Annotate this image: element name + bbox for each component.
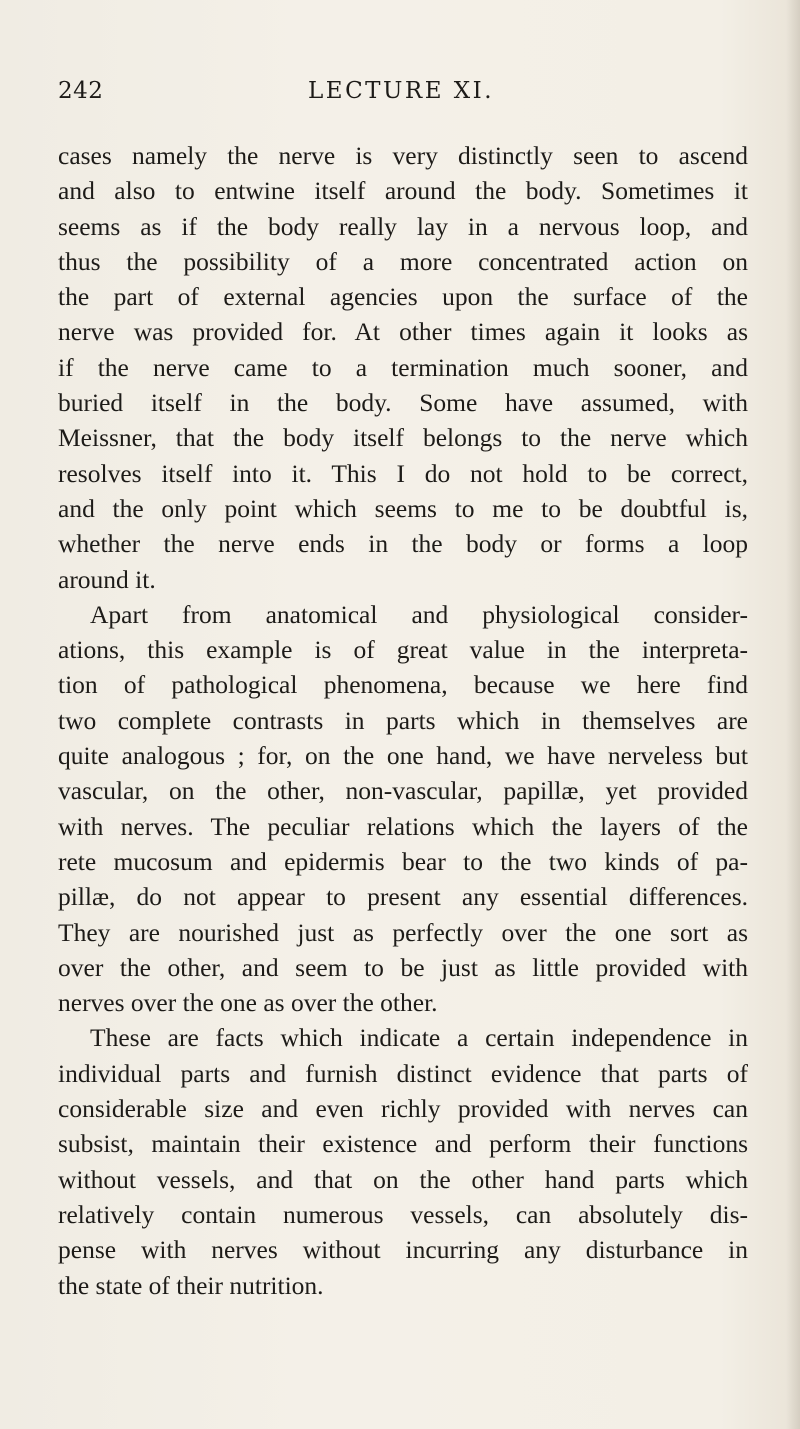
text-line: without vessels, and that on the other hand parts which [58, 1164, 748, 1194]
text-line: nerve was provided for. At other times again it looks as [58, 317, 748, 347]
text-line: buried itself in the body. Some have assumed, with [58, 388, 748, 418]
text-line: around it. [58, 564, 156, 594]
text-line: pillæ, do not appear to present any essential differences. [58, 882, 748, 912]
text-line: two complete contrasts in parts which in themselves are [58, 705, 748, 735]
text-line: nerves over the one as over the other. [58, 988, 438, 1018]
text-line: individual parts and furnish distinct evidence that parts of [58, 1058, 748, 1088]
text-line: Meissner, that the body itself belongs to the nerve which [58, 423, 748, 453]
text-line: rete mucosum and epidermis bear to the two kinds of pa- [58, 846, 748, 876]
text-line: quite analogous ; for, on the one hand, we have nerveless but [58, 741, 748, 771]
text-line: Apart from anatomical and physiological consider- [90, 599, 748, 629]
page-edge-shadow [786, 0, 800, 1429]
text-line: cases namely the nerve is very distinctly seen to ascend [58, 141, 748, 170]
text-line: vascular, on the other, non-vascular, papillæ, yet provided [58, 776, 748, 806]
text-line: relatively contain numerous vessels, can absolutely dis- [58, 1199, 748, 1229]
text-line: tion of pathological phenomena, because we here find [58, 670, 748, 700]
page-number: 242 [58, 78, 104, 104]
text-line: pense with nerves without incurring any disturbance in [58, 1235, 748, 1265]
text-line: the state of their nutrition. [58, 1270, 324, 1300]
text-line: subsist, maintain their existence and perform their functions [58, 1129, 748, 1159]
text-line: seems as if the body really lay in a nervous loop, and [58, 211, 748, 241]
text-line: if the nerve came to a termination much sooner, and [58, 352, 748, 382]
text-line: the part of external agencies upon the surface of the [58, 282, 748, 312]
text-line: whether the nerve ends in the body or forms a loop [58, 529, 748, 559]
text-line: They are nourished just as perfectly over the one sort as [58, 917, 748, 947]
running-head: LECTURE XI. [308, 78, 495, 104]
text-line: and also to entwine itself around the body. Sometimes it [58, 176, 748, 206]
text-line: considerable size and even richly provided with nerves can [58, 1094, 748, 1124]
page-header [58, 78, 748, 110]
text-line: ations, this example is of great value in the interpreta- [58, 635, 748, 665]
text-line: and the only point which seems to me to be doubtful is, [58, 493, 748, 523]
text-line: over the other, and seem to be just as little provided with [58, 952, 748, 982]
text-line: thus the possibility of a more concentrated action on [58, 246, 748, 276]
text-line: These are facts which indicate a certain independence in [90, 1023, 748, 1053]
text-line: resolves itself into it. This I do not hold to be correct, [58, 458, 748, 488]
text-line: with nerves. The peculiar relations which the layers of the [58, 811, 748, 841]
body-text [58, 138, 748, 1303]
